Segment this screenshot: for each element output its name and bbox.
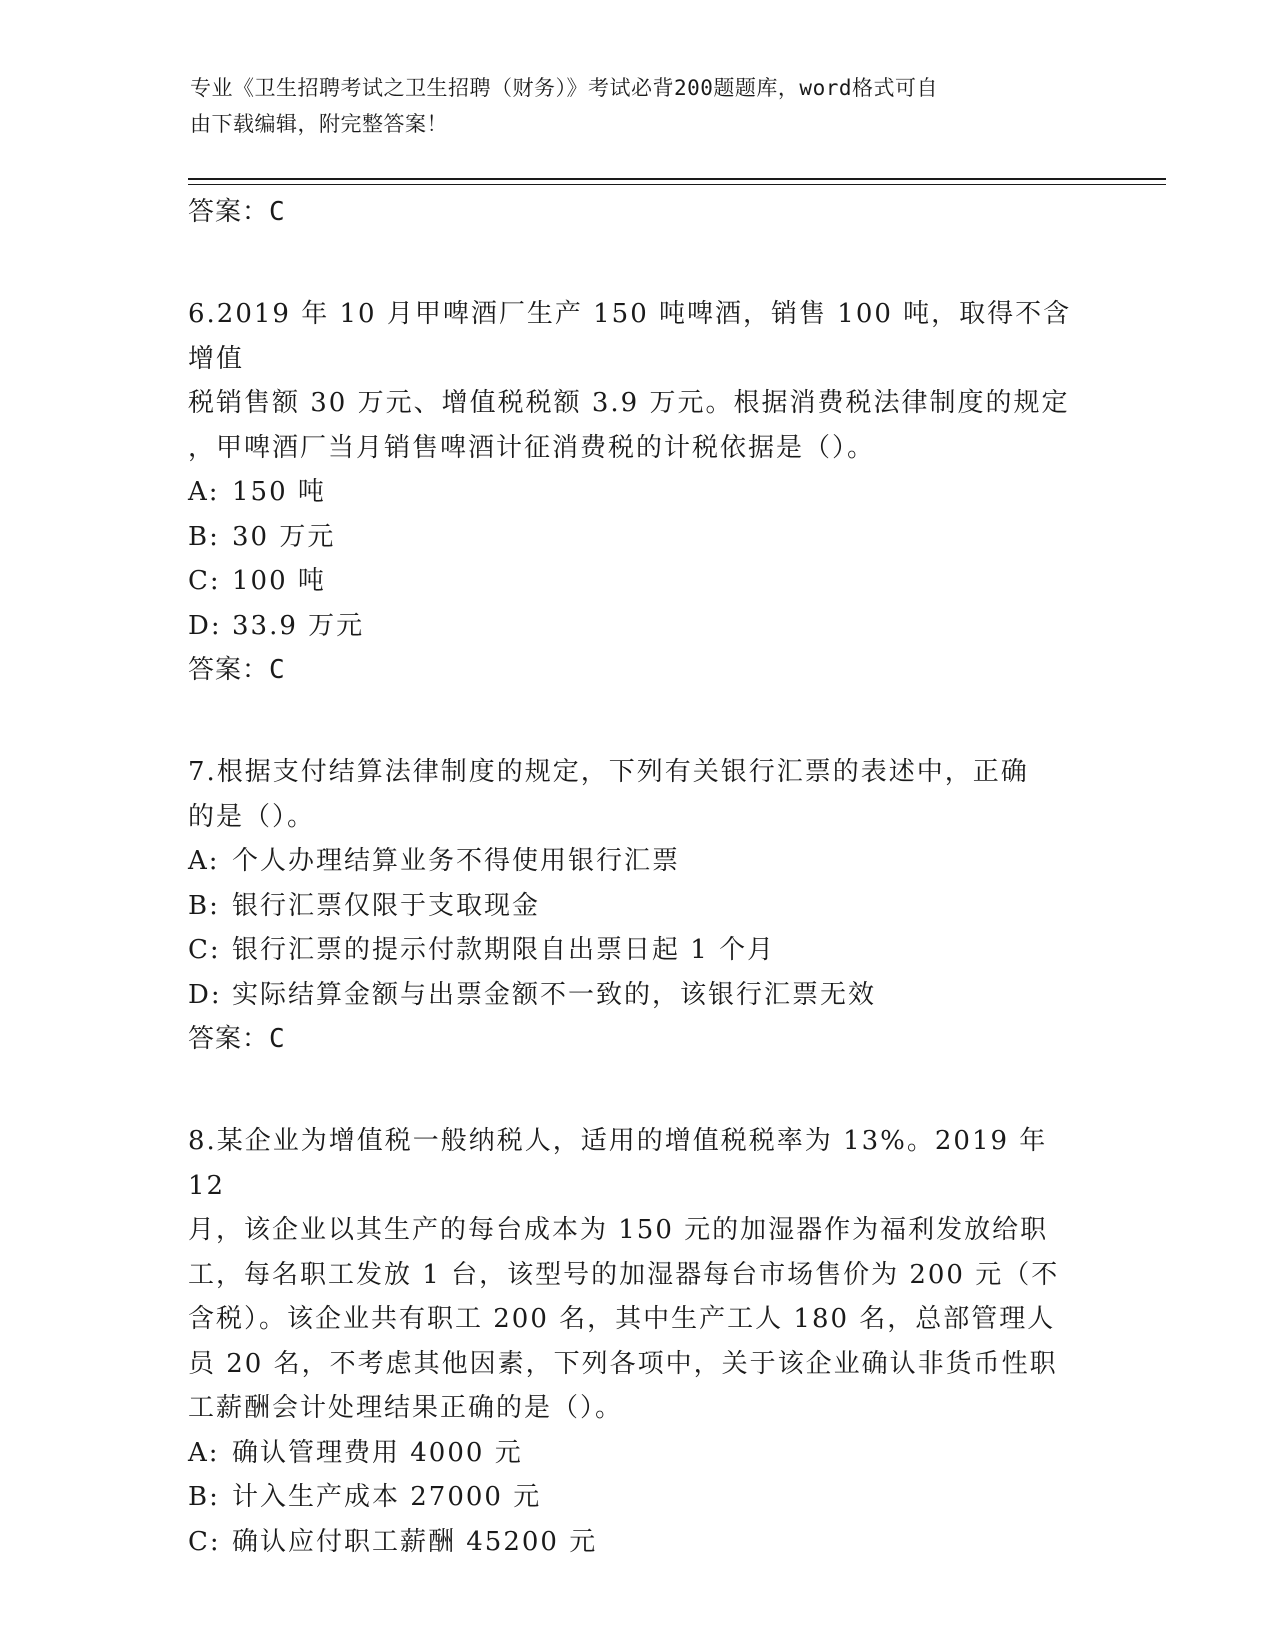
option-text: 确认管理费用 4000 元: [232, 1437, 523, 1468]
option-letter: C:: [188, 935, 221, 965]
question-stem: [188, 292, 1088, 470]
option-letter: A:: [188, 846, 220, 876]
stem-line: 工，每名职工发放 1 台，该型号的加湿器每台市场售价为 200 元（不: [188, 1259, 1060, 1290]
stem-line: 税销售额 30 万元、增值税税额 3.9 万元。根据消费税法律制度的规定: [188, 388, 1070, 418]
previous-answer: 答案：C: [188, 197, 286, 227]
option-a: [188, 839, 1088, 884]
option-c: [188, 928, 1088, 973]
answer-line: 答案：C: [188, 655, 286, 685]
option-letter: A:: [188, 1437, 220, 1468]
document-body: [188, 190, 1088, 1564]
question-stem: [188, 1119, 1088, 1431]
option-text: 30 万元: [232, 521, 336, 552]
question-8: [188, 1119, 1088, 1564]
option-a: [188, 470, 1088, 515]
header-divider-thick: [188, 178, 1166, 180]
option-text: 100 吨: [232, 566, 326, 596]
option-text: 计入生产成本 27000 元: [232, 1482, 542, 1512]
option-text: 33.9 万元: [232, 610, 365, 641]
option-letter: B:: [188, 1482, 220, 1512]
option-letter: B:: [188, 890, 220, 921]
option-letter: B:: [188, 521, 220, 552]
stem-line: 员 20 名，不考虑其他因素，下列各项中，关于该企业确认非货币性职: [188, 1348, 1058, 1379]
question-7: [188, 750, 1088, 1061]
title-line-2: 由下载编辑，附完整答案！: [190, 112, 448, 136]
option-b: [188, 1475, 1088, 1520]
stem-line: 6.2019 年 10 月甲啤酒厂生产 150 吨啤酒，销售 100 吨，取得不含增值: [188, 299, 1072, 374]
question-6: [188, 292, 1088, 692]
stem-line: ，甲啤酒厂当月销售啤酒计征消费税的计税依据是（）。: [188, 432, 876, 463]
title-line-1: 专业《卫生招聘考试之卫生招聘（财务）》考试必背200题题库，word格式可自: [190, 76, 938, 100]
option-b: [188, 884, 1088, 929]
answer-line: 答案：C: [188, 1024, 286, 1054]
option-text: 个人办理结算业务不得使用银行汇票: [232, 846, 681, 876]
question-stem: [188, 750, 1088, 839]
option-text: 150 吨: [232, 477, 326, 507]
option-b: [188, 515, 1088, 560]
option-letter: D:: [188, 979, 222, 1010]
document-title: [190, 70, 1090, 142]
option-text: 银行汇票的提示付款期限自出票日起 1 个月: [232, 935, 776, 965]
option-c: [188, 559, 1088, 604]
option-letter: C:: [188, 1526, 221, 1557]
stem-line: 8.某企业为增值税一般纳税人，适用的增值税税率为 13%。2019 年 12: [188, 1126, 1048, 1201]
stem-line: 7.根据支付结算法律制度的规定，下列有关银行汇票的表述中，正确: [188, 757, 1029, 787]
option-letter: A:: [188, 477, 220, 507]
option-letter: D:: [188, 610, 222, 641]
option-c: [188, 1520, 1088, 1565]
stem-line: 月，该企业以其生产的每台成本为 150 元的加湿器作为福利发放给职: [188, 1215, 1049, 1245]
option-text: 银行汇票仅限于支取现金: [232, 890, 541, 921]
option-d: [188, 973, 1088, 1018]
stem-line: 工薪酬会计处理结果正确的是（）。: [188, 1393, 624, 1423]
option-text: 实际结算金额与出票金额不一致的，该银行汇票无效: [232, 979, 877, 1010]
stem-line: 的是（）。: [188, 801, 316, 832]
option-a: [188, 1431, 1088, 1476]
option-text: 确认应付职工薪酬 45200 元: [232, 1526, 598, 1557]
option-d: [188, 604, 1088, 649]
header-divider-thin: [188, 184, 1166, 185]
stem-line: 含税）。该企业共有职工 200 名，其中生产工人 180 名，总部管理人: [188, 1304, 1056, 1334]
option-letter: C:: [188, 566, 221, 596]
